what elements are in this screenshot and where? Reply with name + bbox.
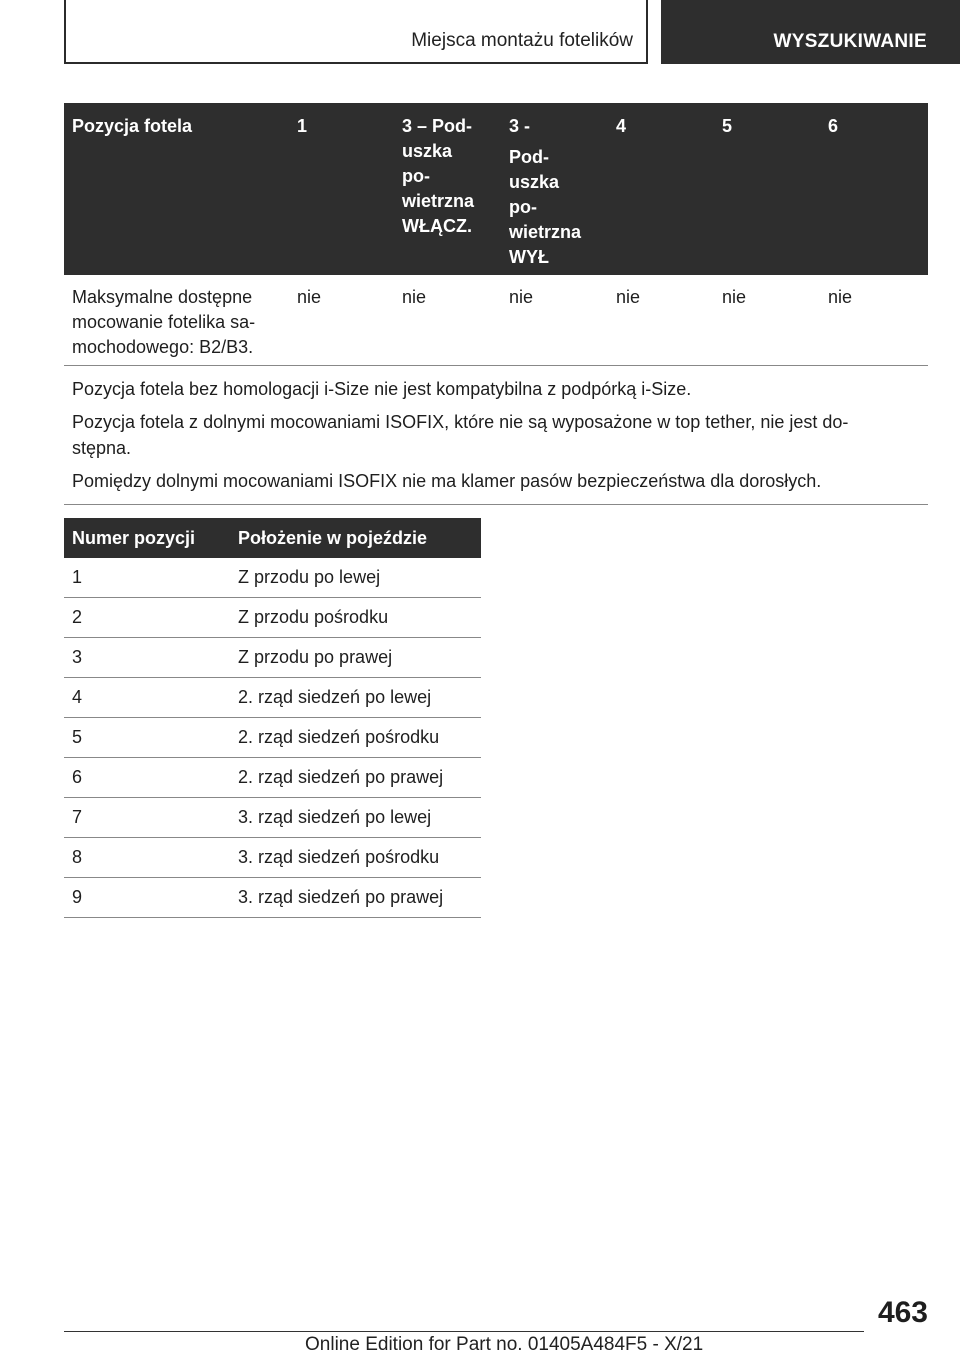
- table-row: 5 2. rząd siedzeń pośrodku: [64, 718, 481, 758]
- footer-divider: [64, 1331, 864, 1332]
- cell-value: nie: [402, 287, 427, 307]
- header-cell-5: 5: [722, 116, 733, 136]
- table-row: [64, 275, 928, 366]
- cell-value: nie: [828, 287, 853, 307]
- table-row: 3 Z przodu po prawej: [64, 638, 481, 678]
- seat-position-table: [64, 103, 928, 505]
- seat-position-table-header: [64, 103, 928, 275]
- position-legend-table: [64, 518, 481, 918]
- header-section-title: Miejsca montażu fotelików: [411, 30, 633, 51]
- table-row: 8 3. rząd siedzeń pośrodku: [64, 838, 481, 878]
- row-label: Maksymalne dostępne mocowanie fotelika sa- mochodowego: B2/B3.: [72, 287, 256, 357]
- search-tab-label[interactable]: WYSZUKIWANIE: [773, 31, 927, 52]
- cell-value: nie: [722, 287, 747, 307]
- table-notes: [64, 366, 928, 505]
- note-text: Pozycja fotela bez homologacji i-Size nie jest kompatybilna z podpórką i-Size.: [72, 379, 692, 399]
- header-cell-position: Pozycja fotela: [72, 116, 193, 136]
- header-location: Położenie w pojeździe: [238, 528, 428, 548]
- table-row: 9 3. rząd siedzeń po prawej: [64, 878, 481, 918]
- header-cell-3-airbag-off: 3 - Pod- uszka po- wietrzna WYŁ: [509, 116, 582, 267]
- header-cell-1: 1: [297, 116, 308, 136]
- cell-value: nie: [616, 287, 641, 307]
- table-row: 7 3. rząd siedzeń po lewej: [64, 798, 481, 838]
- header-cell-4: 4: [616, 116, 627, 136]
- footer-edition-text: Online Edition for Part no. 01405A484F5 - X/21: [305, 1334, 704, 1355]
- table-row: 2 Z przodu pośrodku: [64, 598, 481, 638]
- cell-value: nie: [297, 287, 322, 307]
- cell-value: nie: [509, 287, 534, 307]
- search-tab[interactable]: [661, 0, 960, 64]
- page-number: 463: [877, 1296, 928, 1329]
- header-cell-6: 6: [828, 116, 839, 136]
- table-row: 6 2. rząd siedzeń po prawej: [64, 758, 481, 798]
- position-legend-header: [64, 518, 481, 558]
- table-row: 1 Z przodu po lewej: [64, 558, 481, 598]
- note-text: Pozycja fotela z dolnymi mocowaniami ISOFIX, które nie są wyposażone w top tether, nie jest do- stępna.: [72, 412, 849, 458]
- header-section-tab: [64, 0, 648, 64]
- note-text: Pomiędzy dolnymi mocowaniami ISOFIX nie ma klamer pasów bezpieczeństwa dla dorosłych.: [72, 471, 822, 491]
- table-row: 4 2. rząd siedzeń po lewej: [64, 678, 481, 718]
- header-cell-3-airbag-on: 3 – Pod- uszka po- wietrzna WŁĄCZ.: [402, 116, 475, 236]
- header-number: Numer pozycji: [72, 528, 196, 548]
